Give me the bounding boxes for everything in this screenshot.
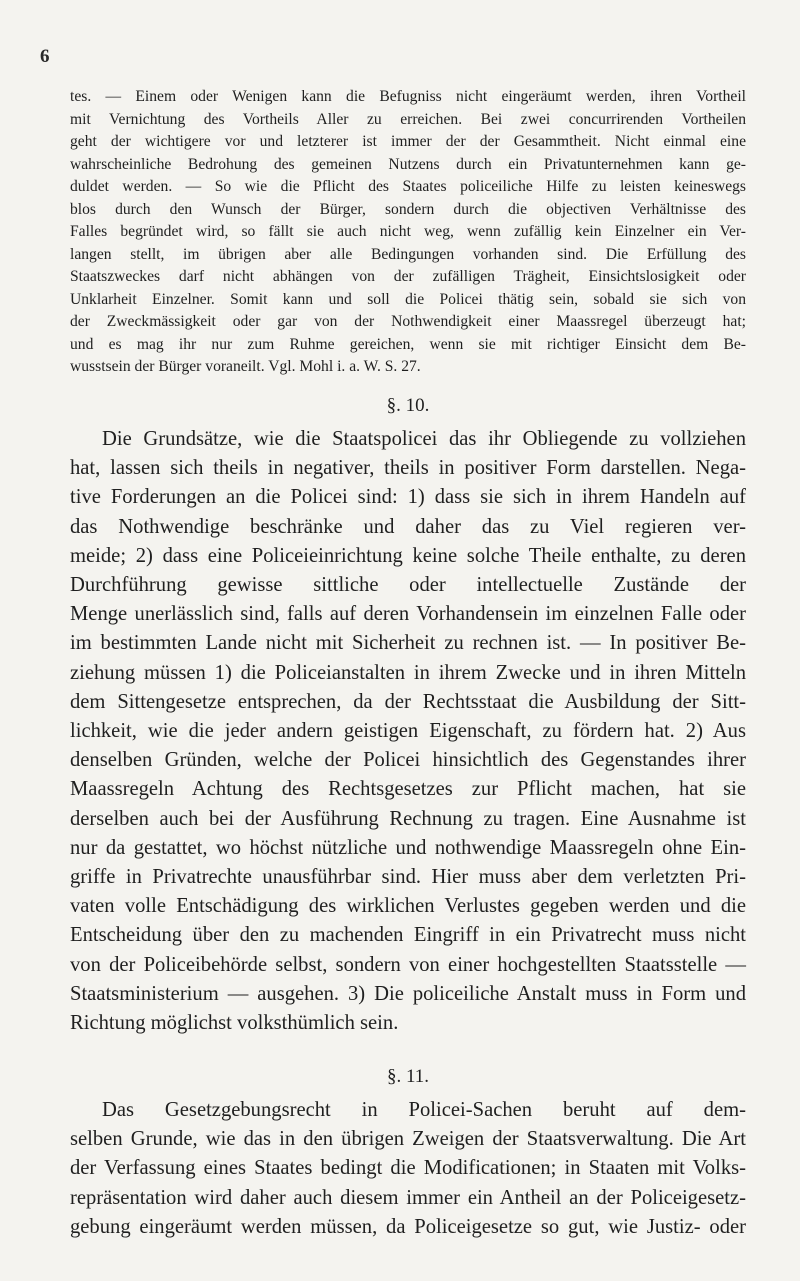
text-line: blos durch den Wunsch der Bürger, sondern durch die objectiven Verhältnisse des [70, 200, 746, 218]
text-line: und es mag ihr nur zum Ruhme gereichen, wenn sie mit richtiger Einsicht dem Be- [70, 335, 746, 353]
section-heading-11: §. 11. [386, 1066, 430, 1087]
text-line: tive Forderungen an die Policei sind: 1) dass sie sich in ihrem Handeln auf [70, 486, 746, 509]
text-line: vaten volle Entschädigung des wirklichen Verlustes gegeben werden und die [70, 895, 746, 918]
page-number: 6 [40, 46, 50, 67]
text-line: repräsentation wird daher auch diesem immer ein Antheil an der Policeigesetz- [70, 1186, 746, 1209]
text-line: tes. — Einem oder Wenigen kann die Befugniss nicht eingeräumt werden, ihren Vortheil [70, 88, 746, 105]
text-line: denselben Gründen, welche der Policei hinsichtlich des Gegenstandes ihrer [70, 749, 746, 772]
text-line: Staatszweckes darf nicht abhängen von der zufälligen Trägheit, Einsichtslosigkeit oder [70, 268, 746, 285]
text-line: lichkeit, wie die jeder andern geistigen Eigenschaft, zu fördern hat. 2) Aus [70, 720, 746, 743]
text-line: von der Policeibehörde selbst, sondern von einer hochgestellten Staatsstelle — [70, 953, 746, 976]
text-line: mit Vernichtung des Vortheils Aller zu erreichen. Bei zwei concurrirenden Vortheilen [70, 110, 746, 128]
text-line: Maassregeln Achtung des Rechtsgesetzes zur Pflicht machen, hat sie [70, 778, 746, 801]
text-line: griffe in Privatrechte unausführbar sind. Hier muss aber dem verletzten Pri- [70, 866, 746, 889]
text-line: Menge unerlässlich sind, falls auf deren Vorhandensein im einzelnen Falle oder [70, 603, 746, 626]
text-line: Das Gesetzgebungsrecht in Policei-Sachen beruht auf dem- [102, 1099, 746, 1121]
text-line: das Nothwendige beschränke und daher das zu Viel regieren ver- [70, 515, 746, 538]
text-line: gebung eingeräumt werden müssen, da Policeigesetze so gut, wie Justiz- oder [70, 1215, 746, 1238]
text-line: nur da gestattet, wo höchst nützliche und nothwendige Maassregeln ohne Ein- [70, 836, 746, 859]
text-line: Staatsministerium — ausgehen. 3) Die policeiliche Anstalt muss in Form und [70, 982, 746, 1005]
text-line: dem Sittengesetze entsprechen, da der Rechtsstaat die Ausbildung der Sitt- [70, 690, 746, 713]
text-line: Entscheidung über den zu machenden Eingriff in ein Privatrecht muss nicht [70, 924, 746, 947]
text-line: geht der wichtigere vor und letzterer ist immer der der Gesammtheit. Nicht einmal eine [70, 133, 746, 150]
section-10-body [70, 425, 746, 1038]
text-line: derselben auch bei der Ausführung Rechnung zu tragen. Eine Ausnahme ist [70, 807, 746, 830]
text-line: duldet werden. — So wie die Pflicht des Staates policeiliche Hilfe zu leisten keineswegs [70, 178, 746, 195]
text-line: Durchführung gewisse sittliche oder intellectuelle Zustände der [70, 574, 746, 597]
paragraph-continued [70, 86, 746, 379]
text-line: ziehung müssen 1) die Policeianstalten in ihrem Zwecke und in ihren Mitteln [70, 661, 746, 684]
text-line: Falles begründet wird, so fällt sie auch nicht weg, wenn zufällig kein Einzelner ein Ver- [70, 223, 746, 240]
text-line: langen stellt, im übrigen aber alle Bedingungen vorhanden sind. Die Erfüllung des [70, 245, 746, 263]
text-line: der Verfassung eines Staates bedingt die Modificationen; in Staaten mit Volks- [70, 1157, 746, 1180]
section-heading-10: §. 10. [386, 395, 430, 416]
text-line: selben Grunde, wie das in den übrigen Zweigen der Staatsverwaltung. Die Art [70, 1128, 746, 1151]
section-11-body [70, 1096, 746, 1242]
text-line: im bestimmten Lande nicht mit Sicherheit zu rechnen ist. — In positiver Be- [70, 632, 746, 655]
text-line: wusstsein der Bürger voraneilt. Vgl. Mohl i. a. W. S. 27. [70, 358, 421, 375]
text-line: meide; 2) dass eine Policeieinrichtung keine solche Theile enthalte, zu deren [70, 544, 746, 567]
text-line: der Zweckmässigkeit oder gar von der Nothwendigkeit einer Maassregel überzeugt hat; [70, 313, 746, 330]
text-line: wahrscheinliche Bedrohung des gemeinen Nutzens durch ein Privatunternehmen kann ge- [70, 155, 746, 173]
text-line: Richtung möglichst volksthümlich sein. [70, 1012, 399, 1035]
text-line: hat, lassen sich theils in negativer, theils in positiver Form darstellen. Nega- [70, 457, 746, 480]
text-line: Unklarheit Einzelner. Somit kann und soll die Policei thätig sein, sobald sie sich von [70, 290, 746, 308]
text-line: Die Grundsätze, wie die Staatspolicei das ihr Obliegende zu vollziehen [102, 428, 746, 450]
